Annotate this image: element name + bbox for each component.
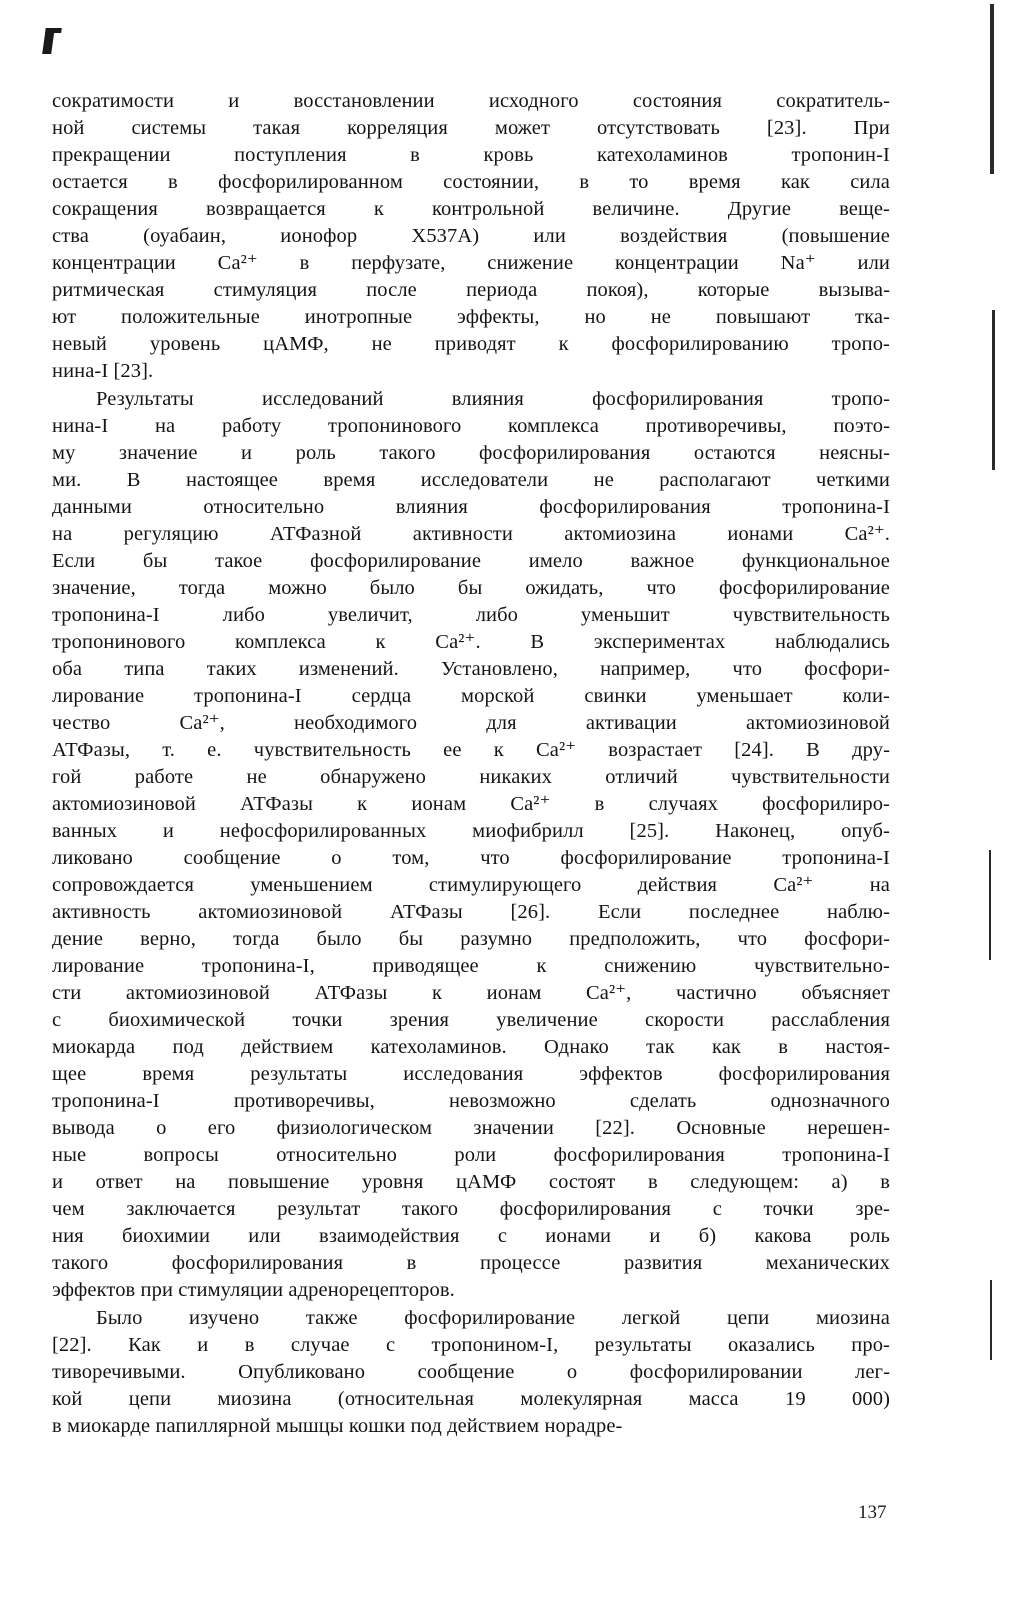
text-line: оба типа таких изменений. Установлено, например, что фосфори-	[52, 658, 890, 680]
text-line: Было изучено также фосфорилирование легкой цепи миозина	[96, 1307, 890, 1329]
text-line: сократимости и восстановлении исходного состояния сократитель-	[52, 90, 890, 112]
text-line: и ответ на повышение уровня цАМФ состоят в следующем: а) в	[52, 1171, 890, 1193]
text-line: прекращении поступления в кровь катехоламинов тропонин-I	[52, 144, 890, 166]
scan-edge-line	[990, 4, 994, 174]
text-line: Результаты исследований влияния фосфорилирования тропо-	[96, 388, 890, 410]
text-line: [22]. Как и в случае с тропонином-I, результаты оказались про-	[52, 1334, 890, 1356]
text-line: ликовано сообщение о том, что фосфорилирование тропонина-I	[52, 847, 890, 869]
text-line: чество Ca²⁺, необходимого для активации актомиозиновой	[52, 712, 890, 734]
text-line: Если бы такое фосфорилирование имело важное функциональное	[52, 550, 890, 572]
text-line: миокарда под действием катехоламинов. Однако так как в настоя-	[52, 1036, 890, 1058]
text-line: невый уровень цАМФ, не приводят к фосфорилированию тропо-	[52, 333, 890, 355]
text-line: ми. В настоящее время исследователи не располагают четкими	[52, 469, 890, 491]
paragraph	[52, 386, 890, 1304]
text-line: ные вопросы относительно роли фосфорилирования тропонина-I	[52, 1144, 890, 1166]
text-line: остается в фосфорилированном состоянии, в то время как сила	[52, 171, 890, 193]
text-line: с биохимической точки зрения увеличение скорости расслабления	[52, 1009, 890, 1031]
text-line: эффектов при стимуляции адренорецепторов.	[52, 1279, 455, 1301]
corner-mark	[42, 28, 55, 54]
text-line: нина-I [23].	[52, 360, 154, 382]
text-line: щее время результаты исследования эффектов фосфорилирования	[52, 1063, 890, 1085]
text-line: на регуляцию АТФазной активности актомиозина ионами Ca²⁺.	[52, 523, 890, 545]
text-line: концентрации Ca²⁺ в перфузате, снижение концентрации Na⁺ или	[52, 252, 890, 274]
scan-edge-line	[989, 850, 991, 960]
text-line: сокращения возвращается к контрольной величине. Другие веще-	[52, 198, 890, 220]
paragraph	[52, 1305, 890, 1440]
text-line: чем заключается результат такого фосфорилирования с точки зре-	[52, 1198, 890, 1220]
text-line: лирование тропонина-I, приводящее к снижению чувствительно-	[52, 955, 890, 977]
text-line: гой работе не обнаружено никаких отличий чувствительности	[52, 766, 890, 788]
text-line: тропонина-I противоречивы, невозможно сделать однозначного	[52, 1090, 890, 1112]
text-line: ства (оуабаин, ионофор X537A) или воздействия (повышение	[52, 225, 890, 247]
text-line: тропонина-I либо увеличит, либо уменьшит чувствительность	[52, 604, 890, 626]
scan-edge-line	[990, 1280, 992, 1360]
text-line: ния биохимии или взаимодействия с ионами и б) какова роль	[52, 1225, 890, 1247]
text-line: ритмическая стимуляция после периода покоя), которые вызыва-	[52, 279, 890, 301]
text-line: вывода о его физиологическом значении [22]. Основные нерешен-	[52, 1117, 890, 1139]
text-line: нина-I на работу тропонинового комплекса противоречивы, поэто-	[52, 415, 890, 437]
scan-edge-line	[992, 310, 995, 470]
text-line: значение, тогда можно было бы ожидать, что фосфорилирование	[52, 577, 890, 599]
text-line: дение верно, тогда было бы разумно предположить, что фосфори-	[52, 928, 890, 950]
text-line: сопровождается уменьшением стимулирующего действия Ca²⁺ на	[52, 874, 890, 896]
text-line: в миокарде папиллярной мышцы кошки под действием норадре-	[52, 1415, 623, 1437]
paragraph	[52, 88, 890, 385]
text-line: ют положительные инотропные эффекты, но не повышают тка-	[52, 306, 890, 328]
text-line: данными относительно влияния фосфорилирования тропонина-I	[52, 496, 890, 518]
text-line: сти актомиозиновой АТФазы к ионам Ca²⁺, частично объясняет	[52, 982, 890, 1004]
text-line: АТФазы, т. е. чувствительность ее к Ca²⁺ возрастает [24]. В дру-	[52, 739, 890, 761]
text-line: ной системы такая корреляция может отсутствовать [23]. При	[52, 117, 890, 139]
page-number: 137	[858, 1502, 887, 1523]
text-line: лирование тропонина-I сердца морской свинки уменьшает коли-	[52, 685, 890, 707]
text-line: такого фосфорилирования в процессе развития механических	[52, 1252, 890, 1274]
text-line: тропонинового комплекса к Ca²⁺. В экспериментах наблюдались	[52, 631, 890, 653]
text-line: актомиозиновой АТФазы к ионам Ca²⁺ в случаях фосфорилиро-	[52, 793, 890, 815]
body-text	[52, 88, 890, 1440]
text-line: ванных и нефосфорилированных миофибрилл [25]. Наконец, опуб-	[52, 820, 890, 842]
text-line: му значение и роль такого фосфорилирования остаются неясны-	[52, 442, 890, 464]
text-line: тиворечивыми. Опубликовано сообщение о фосфорилировании лег-	[52, 1361, 890, 1383]
text-line: кой цепи миозина (относительная молекулярная масса 19 000)	[52, 1388, 890, 1410]
text-line: активность актомиозиновой АТФазы [26]. Если последнее наблю-	[52, 901, 890, 923]
